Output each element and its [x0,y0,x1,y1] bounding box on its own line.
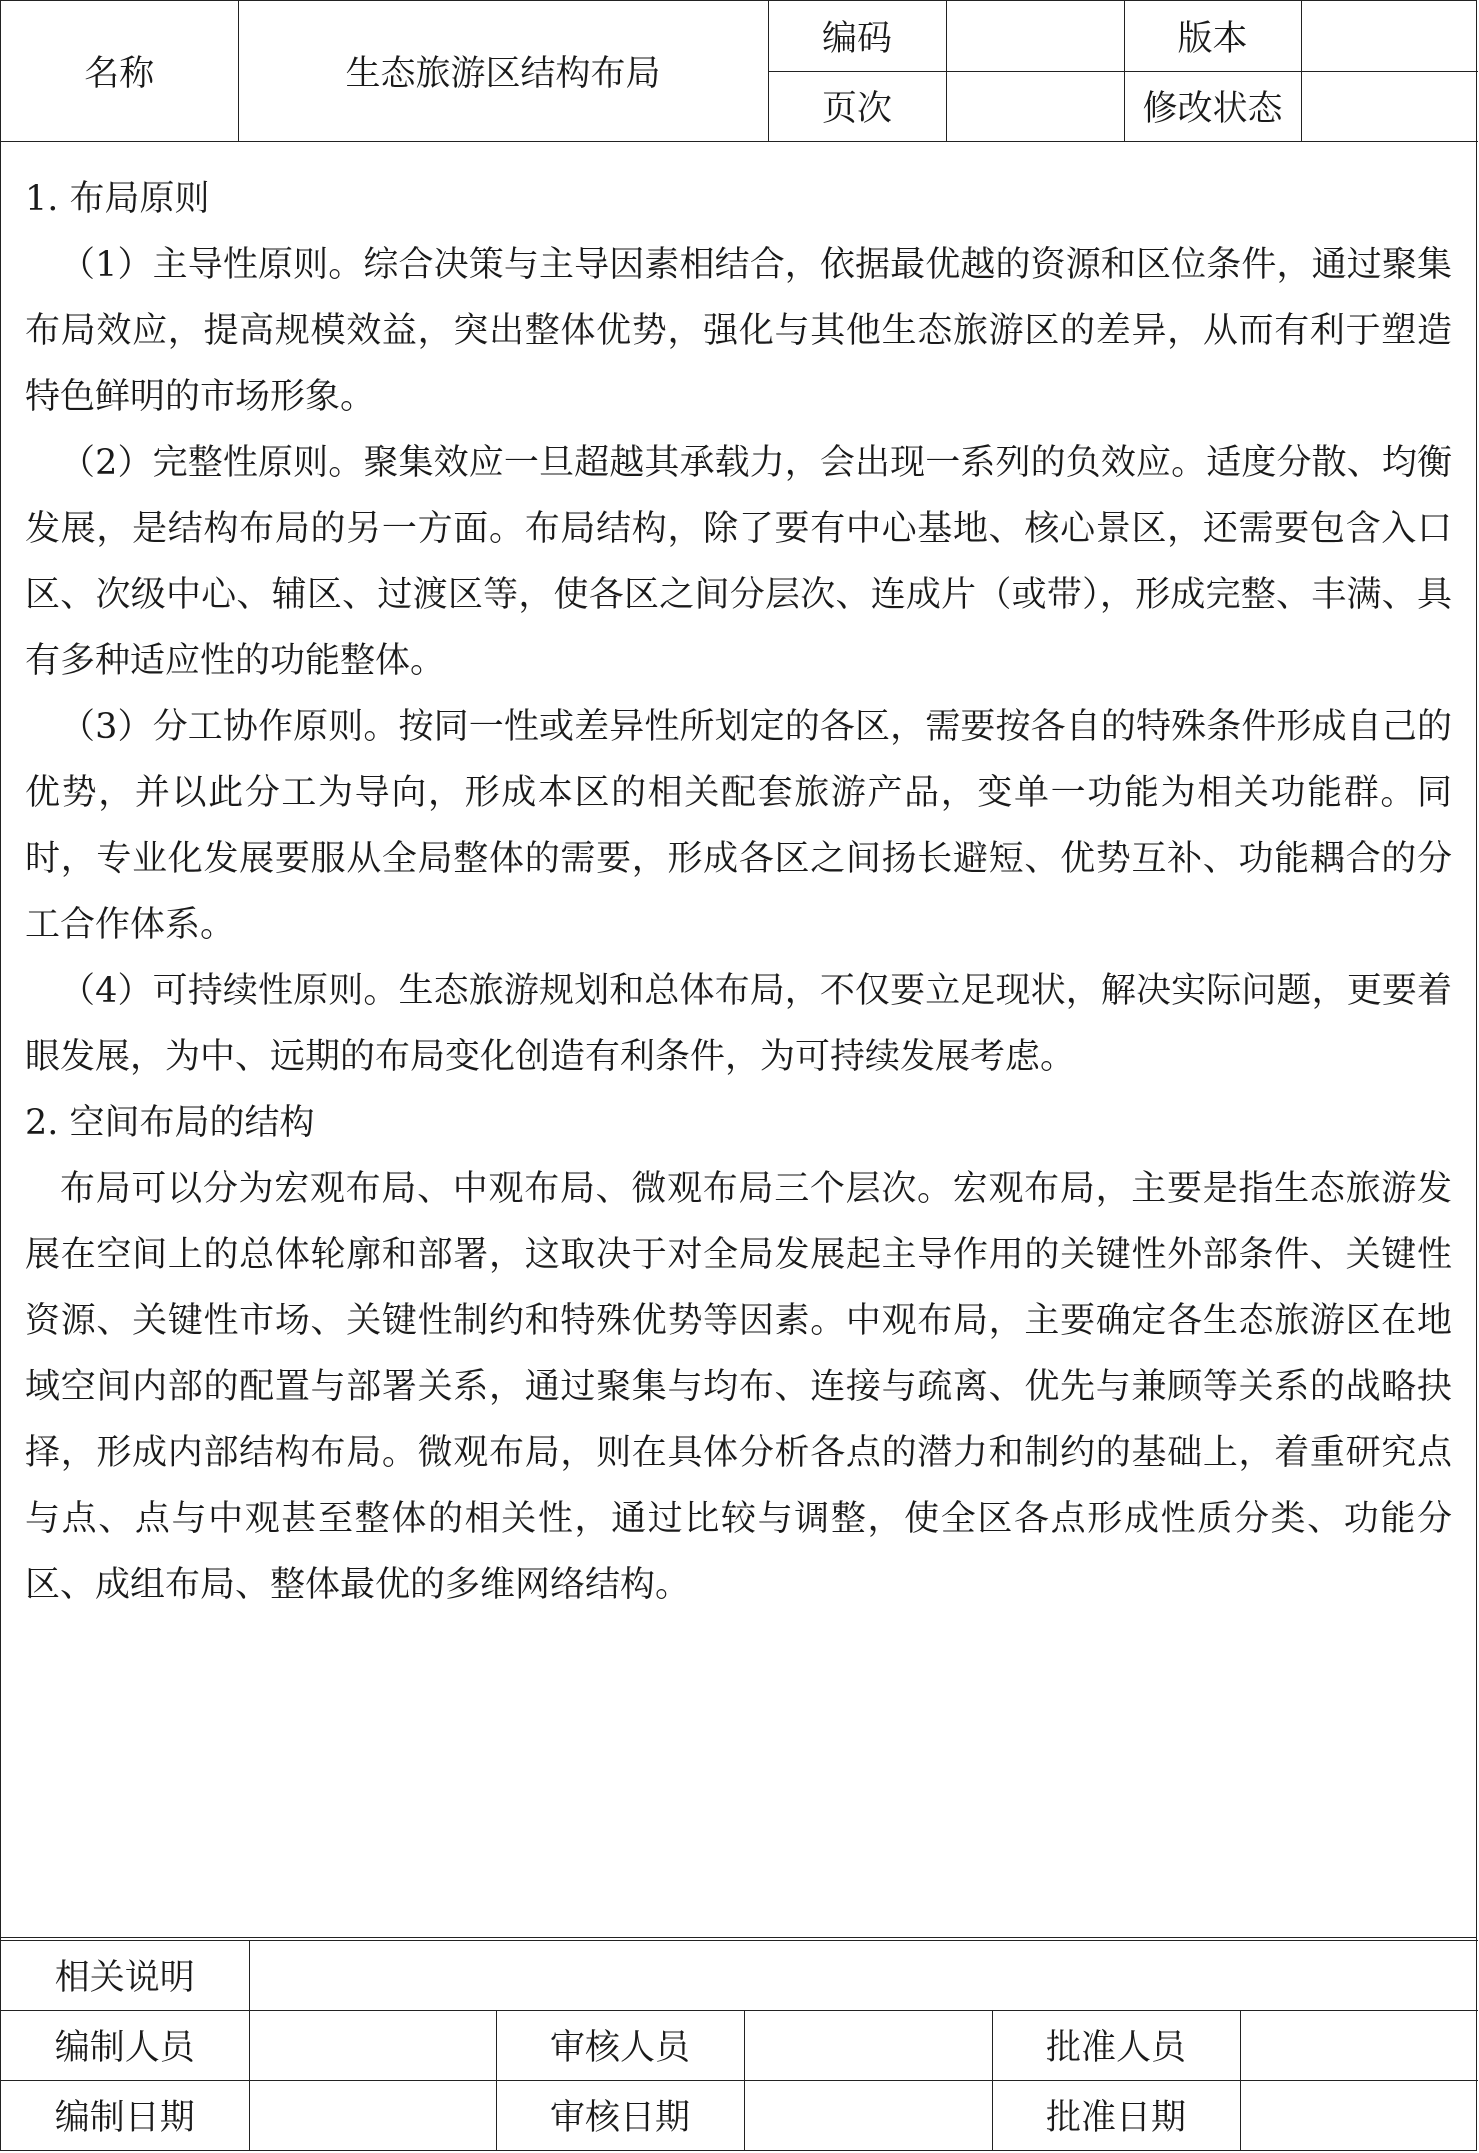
paragraph: （1）主导性原则。综合决策与主导因素相结合，依据最优越的资源和区位条件，通过聚集布局效应，提高规模效益，突出整体优势，强化与其他生态旅游区的差异，从而有利于塑造特色鲜明的市场形象。 [25,244,1452,417]
code-label: 编码 [768,1,946,71]
document-title: 生态旅游区结构布局 [238,1,768,141]
version-label: 版本 [1124,1,1301,71]
approve-date-label: 批准日期 [992,2080,1240,2150]
review-date-value [744,2080,992,2150]
edit-date-value [249,2080,496,2150]
name-label: 名称 [1,1,238,141]
edit-date-label: 编制日期 [1,2080,249,2150]
editor-label: 编制人员 [1,2010,249,2080]
editor-value [249,2010,496,2080]
approve-date-value [1240,2080,1478,2150]
paragraph: （4）可持续性原则。生态旅游规划和总体布局，不仅要立足现状，解决实际问题，更要着眼发展，为中、远期的布局变化创造有利条件，为可持续发展考虑。 [25,970,1452,1077]
notes-label: 相关说明 [1,1940,249,2010]
header-table [1,1,1478,142]
section-heading: 2. 空间布局的结构 [25,1102,315,1143]
page-value [946,71,1124,141]
revision-label: 修改状态 [1124,71,1301,141]
review-date-label: 审核日期 [496,2080,744,2150]
revision-value [1301,71,1478,141]
content-area [1,142,1476,1938]
section-heading: 1. 布局原则 [25,178,210,219]
version-value [1301,1,1478,71]
reviewer-value [744,2010,992,2080]
approver-value [1240,2010,1478,2080]
paragraph: （2）完整性原则。聚集效应一旦超越其承载力，会出现一系列的负效应。适度分散、均衡发展，是结构布局的另一方面。布局结构，除了要有中心基地、核心景区，还需要包含入口区、次级中心、辅区、过渡区等，使各区之间分层次、连成片（或带），形成完整、丰满、具有多种适应性的功能整体。 [25,442,1452,681]
paragraph: （3）分工协作原则。按同一性或差异性所划定的各区，需要按各自的特殊条件形成自己的优势，并以此分工为导向，形成本区的相关配套旅游产品，变单一功能为相关功能群。同时，专业化发展要服从全局整体的需要，形成各区之间扬长避短、优势互补、功能耦合的分工合作体系。 [25,706,1452,945]
footer-table [1,1940,1478,2151]
code-value [946,1,1124,71]
page-label: 页次 [768,71,946,141]
notes-value [249,1940,1478,2010]
approver-label: 批准人员 [992,2010,1240,2080]
reviewer-label: 审核人员 [496,2010,744,2080]
paragraph: 布局可以分为宏观布局、中观布局、微观布局三个层次。宏观布局，主要是指生态旅游发展在空间上的总体轮廓和部署，这取决于对全局发展起主导作用的关键性外部条件、关键性资源、关键性市场、关键性制约和特殊优势等因素。中观布局，主要确定各生态旅游区在地域空间内部的配置与部署关系，通过聚集与均布、连接与疏离、优先与兼顾等关系的战略抉择，形成内部结构布局。微观布局，则在具体分析各点的潜力和制约的基础上，着重研究点与点、点与中观甚至整体的相关性，通过比较与调整，使全区各点形成性质分类、功能分区、成组布局、整体最优的多维网络结构。 [25,1168,1452,1605]
